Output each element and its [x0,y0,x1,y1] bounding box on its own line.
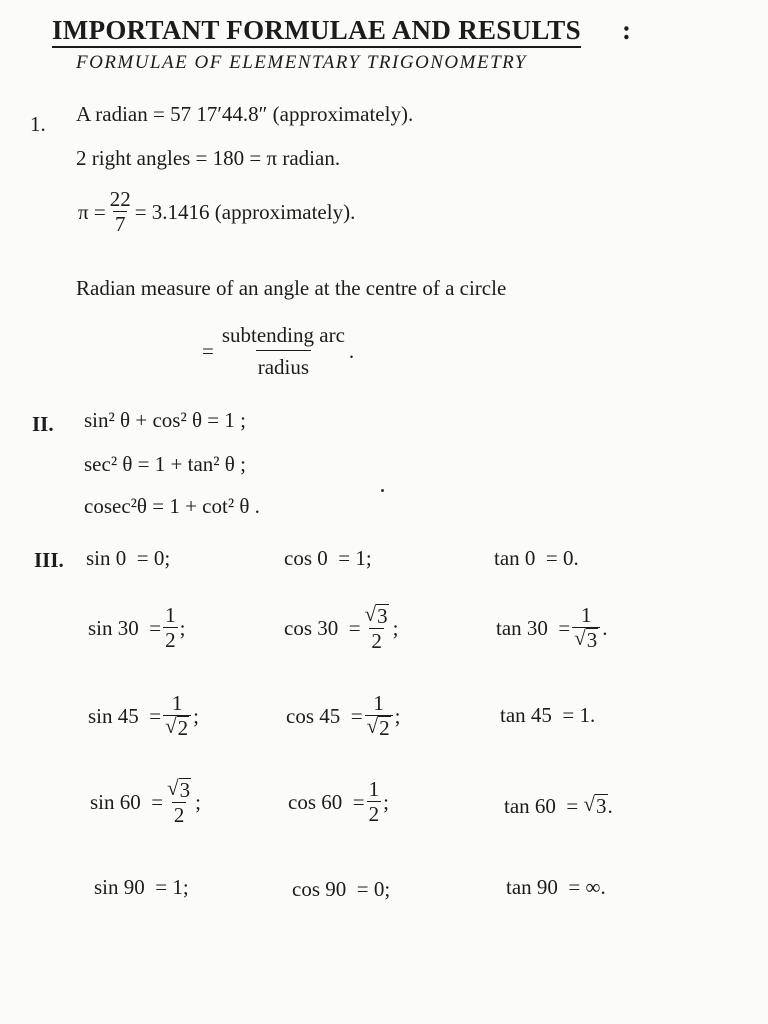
tan-30-root: 3 [586,628,598,653]
sin-60-numerator [165,778,193,802]
cos-30-end: ; [392,616,399,641]
cos-45-fraction [365,692,393,740]
tan-60-eq: = [566,794,579,818]
cos-30-denominator: 2 [371,629,382,654]
table-row [286,692,400,740]
cos-45-eq: = [350,703,363,728]
tan-30-label: tan 30 [496,615,548,640]
sin-45-numerator: 1 [171,691,183,715]
cos-45-denominator [365,715,393,740]
sqrt-icon: √ [574,626,586,651]
section-2-number: II. [32,412,54,436]
sin-30-label: sin 30 [88,615,139,640]
tan-30-end: . [602,615,608,640]
tan-90-label: tan 90 [506,875,558,899]
tan-60-sqrt [584,794,608,818]
pi-numerator: 22 [109,187,131,211]
tan-60-label: tan 60 [504,794,556,818]
cos-30-root: 3 [377,604,388,628]
table-row [284,604,398,653]
sin-60-denominator: 2 [173,803,185,828]
pi-lhs: π = [78,199,106,224]
sin-30-end: ; [179,615,186,640]
cos-30-label: cos 30 [284,616,339,641]
page-subtitle: FORMULAE OF ELEMENTARY TRIGONOMETRY [76,52,527,73]
sin-30-fraction [163,604,178,652]
cos-0-value: = 1; [338,546,372,570]
identity-sec-tan: sec² θ = 1 + tan² θ ; [84,452,246,476]
radian-line: A radian = 57 17′44.8″ (approximately). [76,102,414,126]
table-row [292,877,390,902]
cos-45-root: 2 [379,716,390,741]
sin-30-eq: = [149,615,162,640]
tan-30-fraction [572,604,600,652]
sin-60-eq: = [151,790,164,815]
sin-45-fraction [163,692,191,740]
sqrt-icon: √ [366,714,379,739]
table-row [504,794,613,819]
sin-45-denominator [163,715,191,740]
page-title-text: IMPORTANT FORMULAE AND RESULTS [52,15,581,45]
tan-45-label: tan 45 [500,703,552,727]
sin-60-root: 3 [179,778,191,802]
section-3-number: III. [34,548,64,572]
sin-45-label: sin 45 [88,703,139,728]
arc-fraction [220,324,347,379]
sin-90-label: sin 90 [94,875,145,899]
cos-60-numerator: 1 [368,777,380,801]
table-row [94,875,189,900]
arc-end: . [348,339,355,364]
cos-45-numerator: 1 [373,691,384,715]
page-title [52,14,581,48]
cos-90-value: = 0; [356,877,391,901]
tan-30-denominator [572,627,600,652]
tan-0-label: tan 0 [494,546,536,570]
sqrt-icon: √ [364,602,377,626]
pi-formula [78,188,355,236]
arc-eq-sign: = [202,339,214,364]
arc-denominator: radius [256,350,311,379]
sin-60-label: sin 60 [90,790,141,815]
cos-0-label: cos 0 [284,546,328,570]
sin-45-root: 2 [177,716,189,741]
table-row [86,546,170,571]
cos-90-label: cos 90 [292,877,347,901]
sin-45-end: ; [193,703,199,728]
cos-45-end: ; [394,703,401,728]
pi-rhs: = 3.1416 (approximately). [134,199,356,224]
sin-0-value: = 0; [136,546,171,570]
cos-45-label: cos 45 [286,703,341,728]
sin-30-numerator: 1 [165,603,176,627]
cos-60-denominator: 2 [368,802,380,827]
table-row [284,546,372,571]
tan-30-numerator: 1 [581,603,592,627]
sin-60-fraction [165,778,193,827]
cos-30-numerator [363,604,391,628]
sin-90-value: = 1; [155,875,189,899]
table-row [90,778,201,827]
stray-dot [381,489,384,492]
pi-denominator: 7 [114,212,126,237]
sqrt-icon: √ [167,776,179,800]
cos-60-fraction [367,778,382,826]
cos-30-eq: = [348,616,361,641]
cos-60-label: cos 60 [288,789,343,814]
table-row [88,604,185,652]
cos-30-fraction [363,604,391,653]
tan-90-value: = ∞. [568,875,606,899]
sin-60-end: ; [195,790,201,815]
table-row [506,875,606,900]
right-angles-line: 2 right angles = 180 = π radian. [76,146,341,170]
tan-30-eq: = [558,615,571,640]
title-colon: : [622,15,631,45]
identity-sin-cos: sin² θ + cos² θ = 1 ; [84,408,246,432]
cos-60-eq: = [352,789,365,814]
tan-0-value: = 0. [545,546,579,570]
table-row [288,778,389,826]
table-row [88,692,199,740]
sqrt-icon: √ [583,792,596,817]
tan-60-root: 3 [596,794,607,819]
section-1-number: 1. [30,112,46,136]
table-row [494,546,579,571]
arc-numerator: subtending arc [221,323,345,347]
sin-30-denominator: 2 [165,628,176,653]
cos-60-end: ; [383,789,389,814]
pi-fraction [108,188,133,236]
table-row [496,604,608,652]
radian-measure-line: Radian measure of an angle at the centre of a circle [76,276,507,300]
identity-cosec-cot: cosec²θ = 1 + cot² θ . [84,494,260,518]
sqrt-icon: √ [165,714,177,739]
tan-45-value: = 1. [562,703,596,727]
sin-45-eq: = [149,703,162,728]
arc-formula [202,324,354,379]
tan-60-end: . [607,794,613,818]
table-row [500,703,595,728]
sin-0-label: sin 0 [86,546,127,570]
